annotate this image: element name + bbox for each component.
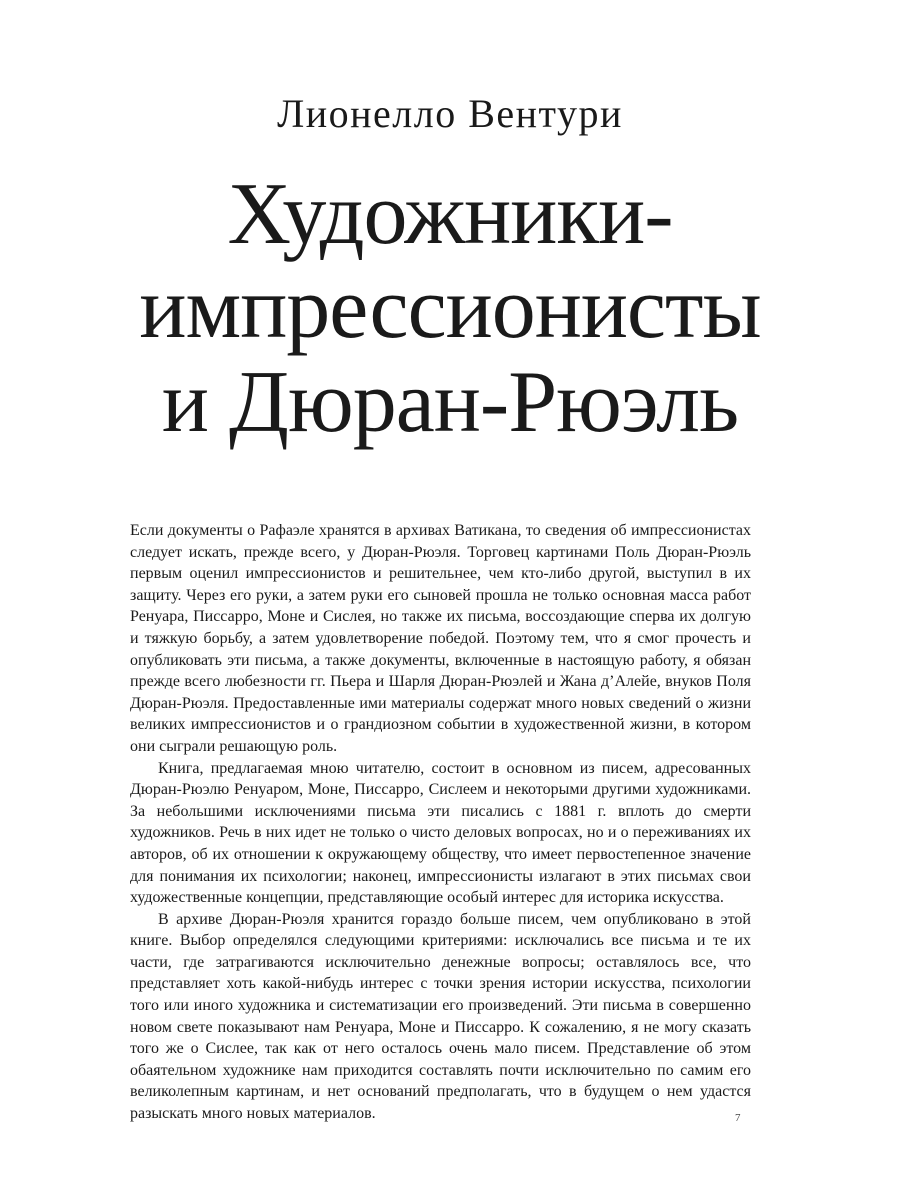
title-line-2: импрессионисты <box>139 260 761 357</box>
book-title <box>0 168 900 450</box>
body-text <box>130 520 751 1125</box>
title-line-3: и Дюран-Рюэль <box>161 354 739 451</box>
author-name: Лионелло Вентури <box>277 91 623 136</box>
title-line-1: Художники- <box>227 166 673 263</box>
paragraph-2: Книга, предлагаемая мною читателю, состоит в основном из писем, адресованных Дюран-Рюэлю Ренуаром, Моне, Писсарро, Сислеем и некоторыми другими художниками. За небольшими исключениями письма эти писались с 1881 г. вплоть до смерти художников. Речь в них идет не только о чисто деловых вопросах, но и о переживаниях их авторов, об их отношении к окружающему обществу, что имеет первостепенное значение для понимания их психологии; наконец, импрессионисты излагают в этих письмах свои художественные концепции, представляющие особый интерес для историка искусства. <box>130 759 751 907</box>
page-number: 7 <box>735 1112 741 1124</box>
paragraph-3: В архиве Дюран-Рюэля хранится гораздо больше писем, чем опубликовано в этой книге. Выбор определялся следующими критериями: исключались все письма и те их части, где затрагиваются исключительно денежные вопросы; оставлялось все, что представляет хоть какой-нибудь интерес с точки зрения истории искусства, психологии того или иного художника и систематизации его произведений. Эти письма в совершенно новом свете показывают нам Ренуара, Моне и Писсарро. К сожалению, я не могу сказать того же о Сислее, так как от него осталось очень мало писем. Представление об этом обаятельном художнике нам приходится составлять почти исключительно по самим его великолепным картинам, и нет оснований предполагать, что в будущем о нем удастся разыскать много новых материалов. <box>130 910 751 1123</box>
paragraph-1: Если документы о Рафаэле хранятся в архивах Ватикана, то сведения об импрессионистах следует искать, прежде всего, у Дюран-Рюэля. Торговец картинами Поль Дюран-Рюэль первым оценил импрессионистов и решительнее, чем кто-либо другой, выступил в их защиту. Через его руки, а затем руки его сыновей прошла не только основная масса работ Ренуара, Писсарро, Моне и Сислея, но также их письма, воссоздающие сперва их долгую и тяжкую борьбу, а затем удовлетворение победой. Поэтому тем, что я смог прочесть и опубликовать эти письма, а также документы, включенные в настоящую работу, я обязан прежде всего любезности гг. Пьера и Шарля Дюран-Рюэлей и Жана д’Алейе, внуков Поля Дюран-Рюэля. Предоставленные ими материалы содержат много новых сведений о жизни великих импрессионистов и о грандиозном событии в художественной жизни, в котором они сыграли решающую роль. <box>130 522 751 755</box>
